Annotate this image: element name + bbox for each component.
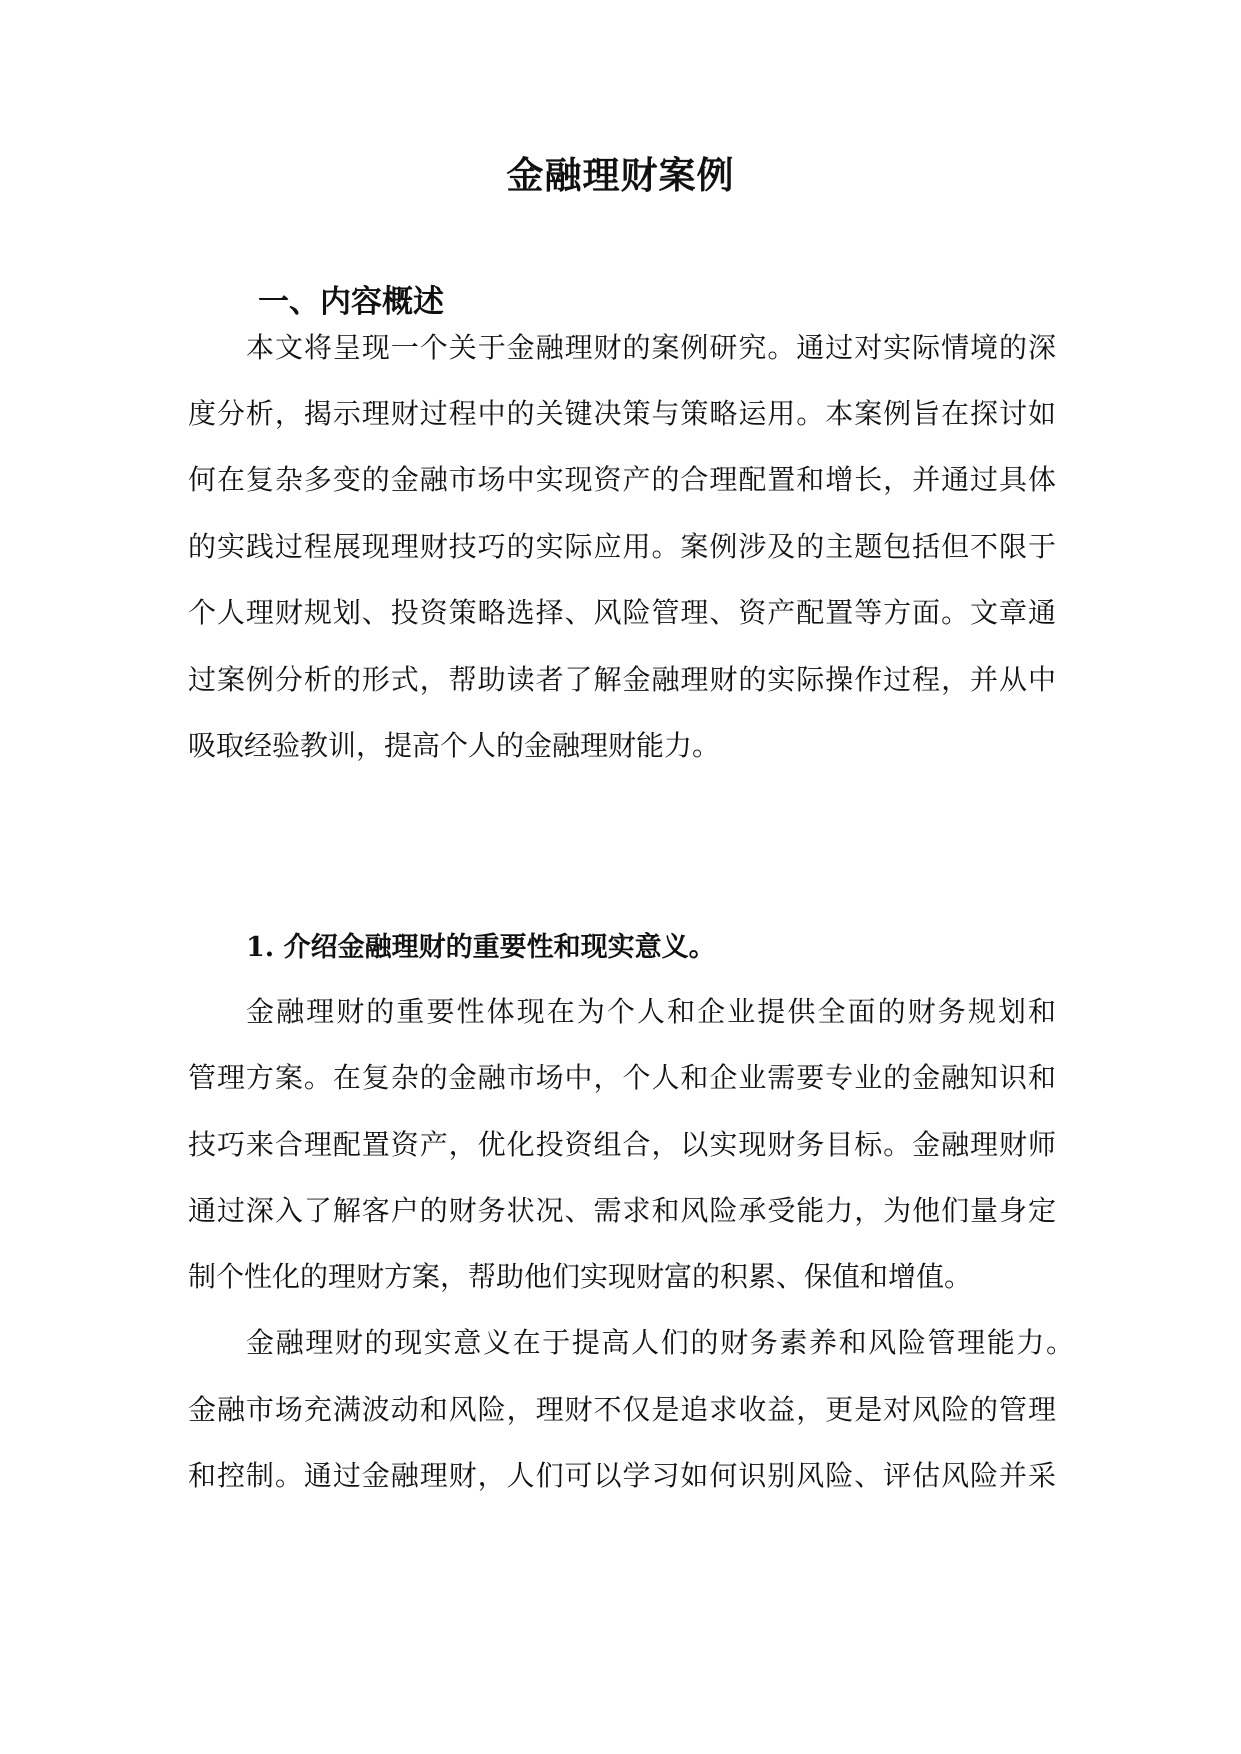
document-title: 金融理财案例 bbox=[506, 153, 735, 197]
paragraph-line: 过案例分析的形式，帮助读者了解金融理财的实际操作过程，并从中 bbox=[188, 663, 1056, 696]
paragraph-line: 通过深入了解客户的财务状况、需求和风险承受能力，为他们量身定 bbox=[188, 1194, 1056, 1227]
paragraph-line: 管理方案。在复杂的金融市场中，个人和企业需要专业的金融知识和 bbox=[188, 1061, 1056, 1094]
paragraph-line: 制个性化的理财方案，帮助他们实现财富的积累、保值和增值。 bbox=[188, 1260, 973, 1293]
paragraph-line: 的实践过程展现理财技巧的实际应用。案例涉及的主题包括但不限于 bbox=[188, 530, 1056, 563]
paragraph-line: 何在复杂多变的金融市场中实现资产的合理配置和增长，并通过具体 bbox=[188, 463, 1056, 496]
paragraph-line: 技巧来合理配置资产，优化投资组合，以实现财务目标。金融理财师 bbox=[188, 1128, 1056, 1161]
paragraph-line: 度分析，揭示理财过程中的关键决策与策略运用。本案例旨在探讨如 bbox=[188, 397, 1056, 430]
paragraph-line: 金融市场充满波动和风险，理财不仅是追求收益，更是对风险的管理 bbox=[188, 1393, 1056, 1426]
paragraph-line: 吸取经验教训，提高个人的金融理财能力。 bbox=[188, 729, 721, 762]
paragraph-line: 和控制。通过金融理财，人们可以学习如何识别风险、评估风险并采 bbox=[188, 1459, 1056, 1492]
paragraph-line: 金融理财的重要性体现在为个人和企业提供全面的财务规划和 bbox=[246, 995, 1056, 1028]
subsection-heading: 1. 介绍金融理财的重要性和现实意义。 bbox=[246, 932, 716, 963]
paragraph-line: 个人理财规划、投资策略选择、风险管理、资产配置等方面。文章通 bbox=[188, 596, 1056, 629]
section-heading-overview: 一、内容概述 bbox=[258, 284, 444, 320]
paragraph-line: 本文将呈现一个关于金融理财的案例研究。通过对实际情境的深 bbox=[246, 331, 1056, 364]
paragraph-line: 金融理财的现实意义在于提高人们的财务素养和风险管理能力。 bbox=[246, 1326, 1074, 1359]
